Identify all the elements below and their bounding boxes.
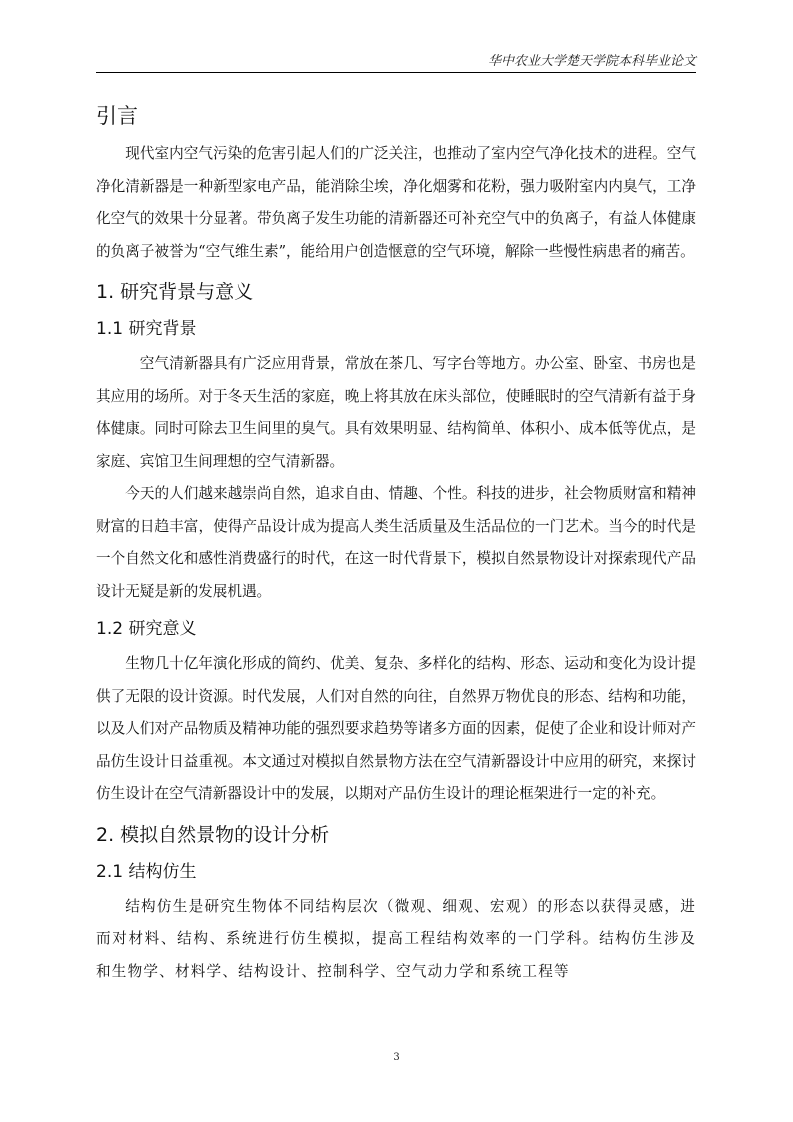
section-heading-1: 1. 研究背景与意义 (96, 281, 254, 303)
paragraph: 生物几十亿年演化形成的简约、优美、复杂、多样化的结构、形态、运动和变化为设计提供了无限的设计资源。时代发展，人们对自然的向往，自然界万物优良的形态、结构和功能，以及人们对产品物质及精神功能的强烈要求趋势等诸多方面的因素，促使了企业和设计师对产品仿生设计日益重视。本文通过对模拟自然景物方法在空气清新器设计中应用的研究，来探讨仿生设计在空气清新器设计中的发展，以期对产品仿生设计的理论框架进行一定的补充。 (96, 655, 696, 802)
subsection-heading-2-1: 2.1 结构仿生 (96, 861, 197, 882)
page-number: 3 (393, 1052, 400, 1063)
paragraph: 现代室内空气污染的危害引起人们的广泛关注，也推动了室内空气净化技术的进程。空气净化清新器是一种新型家电产品，能消除尘埃，净化烟雾和花粉，强力吸附室内内臭气，工净化空气的效果十分显著。带负离子发生功能的清新器还可补充空气中的负离子，有益人体健康的负离子被誉为“空气维生素”，能给用户创造惬意的空气环境，解除一些慢性病患者的痛苦。 (96, 145, 696, 260)
section-heading-intro: 引言 (96, 104, 138, 128)
subsection-heading-1-2: 1.2 研究意义 (96, 619, 197, 639)
paragraph: 空气清新器具有广泛应用背景，常放在茶几、写字台等地方。办公室、卧室、书房也是其应用的场所。对于冬天生活的家庭，晚上将其放在床头部位，使睡眠时的空气清新有益于身体健康。同时可除去卫生间里的臭气。具有效果明显、结构简单、体积小、成本低等优点，是家庭、宾馆卫生间理想的空气清新器。 (96, 355, 696, 470)
header-rule (96, 72, 696, 73)
subsection-heading-1-1: 1.1 研究背景 (96, 319, 197, 339)
section-heading-2: 2. 模拟自然景物的设计分析 (96, 823, 330, 846)
paragraph: 今天的人们越来越崇尚自然，追求自由、情趣、个性。科技的进步，社会物质财富和精神财富的日趋丰富，使得产品设计成为提高人类生活质量及生活品位的一门艺术。当今的时代是一个自然文化和感性消费盛行的时代，在这一时代背景下，模拟自然景物设计对探索现代产品设计无疑是新的发展机遇。 (96, 485, 696, 600)
page-body (96, 100, 696, 988)
paragraph: 结构仿生是研究生物体不同结构层次（微观、细观、宏观）的形态以获得灵感，进而对材料、结构、系统进行仿生模拟，提高工程结构效率的一门学科。结构仿生涉及和生物学、材料学、结构设计、控制科学、空气动力学和系统工程等 (96, 897, 696, 980)
running-header: 华中农业大学楚天学院本科毕业论文 (487, 54, 696, 69)
